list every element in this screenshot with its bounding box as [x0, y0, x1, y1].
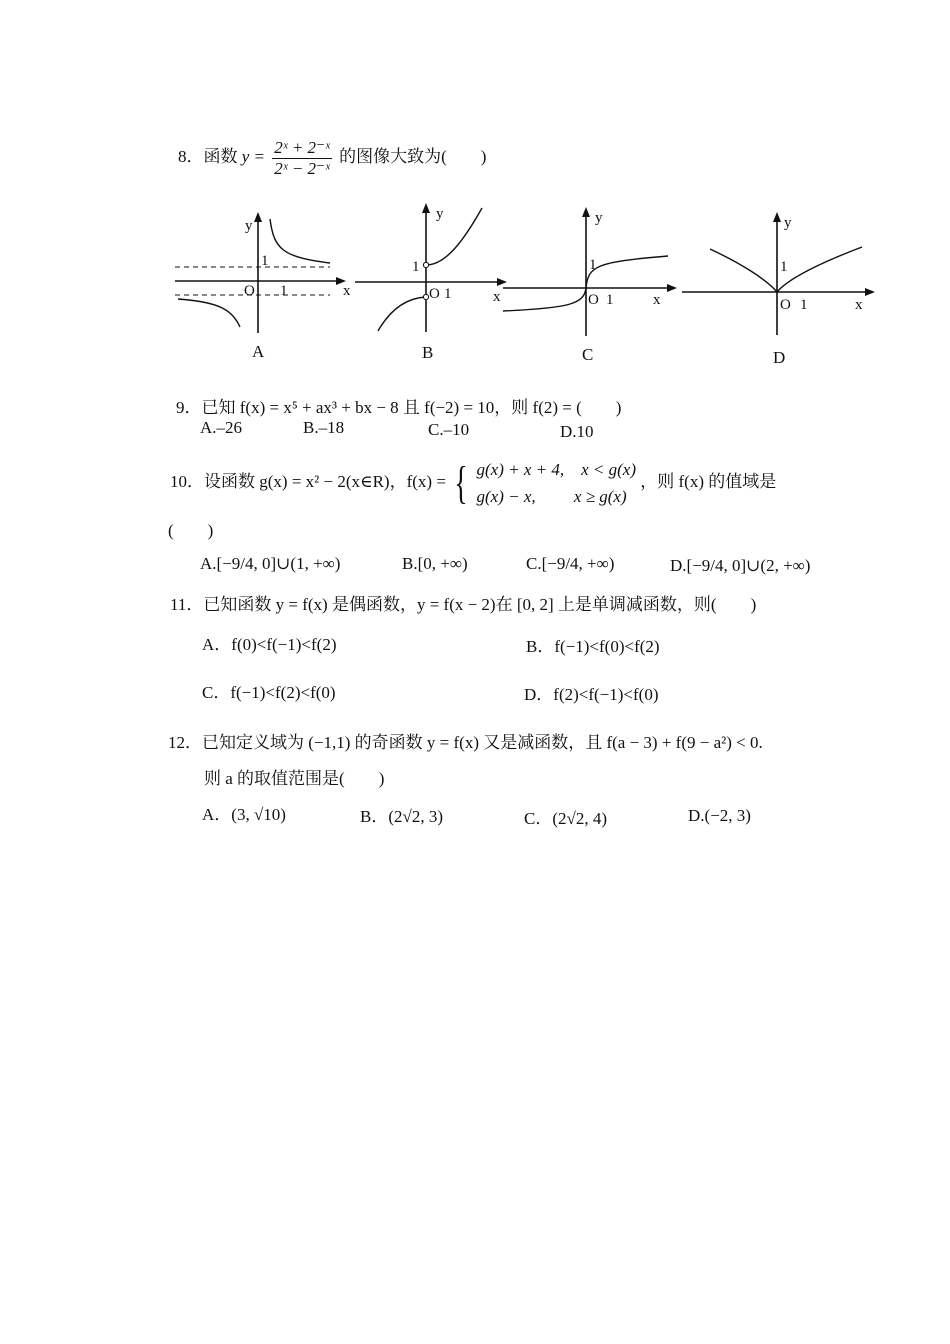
q12-option-b: B．(2√2, 3) — [360, 807, 443, 826]
q8-func-y: y = — [241, 146, 266, 166]
q9-option-c: C.–10 — [428, 420, 470, 439]
graph-b-one-x: 1 — [444, 286, 452, 302]
graph-d — [680, 205, 880, 340]
q11-option-d: D．f(2)<f(−1)<f(0) — [524, 685, 659, 704]
graph-c-one-y: 1 — [589, 257, 597, 273]
q9-option-b: B.–18 — [303, 418, 345, 437]
q8-label: 8．函数 — [178, 146, 238, 166]
q10-option-a: A.[−9/4, 0]∪(1, +∞) — [200, 554, 341, 573]
q12-option-a: A．(3, √10) — [202, 805, 286, 824]
q10-option-d: D.[−9/4, 0]∪(2, +∞) — [670, 556, 811, 575]
q10-stem-a: 10．设函数 g(x) = x² − 2(x∈R)，f(x) = — [170, 472, 446, 492]
graph-a-origin: O — [244, 283, 255, 299]
q11-option-a: A．f(0)<f(−1)<f(2) — [202, 635, 337, 654]
q9-option-a: A.–26 — [200, 418, 243, 437]
graph-a — [170, 205, 350, 340]
q11-stem: 11．已知函数 y = f(x) 是偶函数，y = f(x − 2)在 [0, 2] 上是单调减函数，则( ) — [170, 595, 757, 614]
q8-numerator: 2ˣ + 2⁻ˣ — [274, 138, 330, 157]
graph-d-origin: O — [780, 297, 791, 313]
q10-option-c: C.[−9/4, +∞) — [526, 554, 615, 573]
graph-d-one-y: 1 — [780, 259, 788, 275]
graph-c-origin: O — [588, 292, 599, 308]
q10-case-2: g(x) − x, x ≥ g(x) — [476, 487, 627, 507]
graph-b-caption: B — [422, 343, 434, 362]
q9-option-d: D.10 — [560, 422, 594, 441]
graph-c-x-label: x — [653, 292, 661, 308]
graph-d-one-x: 1 — [800, 297, 808, 313]
q8-denominator: 2ˣ − 2⁻ˣ — [274, 158, 330, 178]
q12-stem: 12．已知定义域为 (−1,1) 的奇函数 y = f(x) 又是减函数，且 f(a − 3) + f(9 − a²) < 0. — [168, 733, 763, 752]
graph-a-x-label: x — [343, 283, 350, 299]
q11-option-c: C．f(−1)<f(2)<f(0) — [202, 683, 336, 702]
graph-c-y-label: y — [595, 210, 603, 226]
graph-b-y-label: y — [436, 206, 444, 222]
graph-b — [352, 198, 512, 338]
graph-b-origin: O — [429, 286, 440, 302]
graph-c — [500, 200, 680, 340]
graph-c-one-x: 1 — [606, 292, 614, 308]
q8-tail: 的图像大致为( ) — [339, 146, 487, 166]
graph-a-one-y: 1 — [261, 253, 269, 269]
q10-stem-b: ，则 f(x) 的值域是 — [640, 472, 777, 492]
graph-a-caption: A — [252, 342, 265, 361]
q12-option-c: C．(2√2, 4) — [524, 809, 607, 828]
q10-brace: { — [454, 457, 468, 509]
graph-c-caption: C — [582, 345, 594, 364]
graph-a-one-x: 1 — [280, 283, 288, 299]
q10-stem — [170, 456, 776, 510]
graph-b-one-y: 1 — [412, 259, 420, 275]
q10-option-b: B.[0, +∞) — [402, 554, 468, 573]
graph-a-y-label: y — [245, 218, 253, 234]
q11-option-b: B．f(−1)<f(0)<f(2) — [526, 637, 660, 656]
q9-stem: 9．已知 f(x) = x⁵ + ax³ + bx − 8 且 f(−2) = 10，则 f(2) = ( ) — [176, 398, 622, 417]
graph-d-caption: D — [773, 348, 786, 367]
q8-fraction — [272, 138, 332, 178]
q12-stem-2: 则 a 的取值范围是( ) — [204, 769, 385, 788]
graph-b-x-label: x — [493, 289, 501, 305]
graph-d-y-label: y — [784, 215, 792, 231]
q12-option-d: D.(−2, 3) — [688, 806, 751, 825]
q10-case-1: g(x) + x + 4, x < g(x) — [476, 460, 637, 479]
q8-stem — [178, 138, 486, 178]
graph-d-x-label: x — [855, 297, 863, 313]
q10-cases — [477, 456, 637, 510]
q10-paren: ( ) — [168, 521, 214, 540]
